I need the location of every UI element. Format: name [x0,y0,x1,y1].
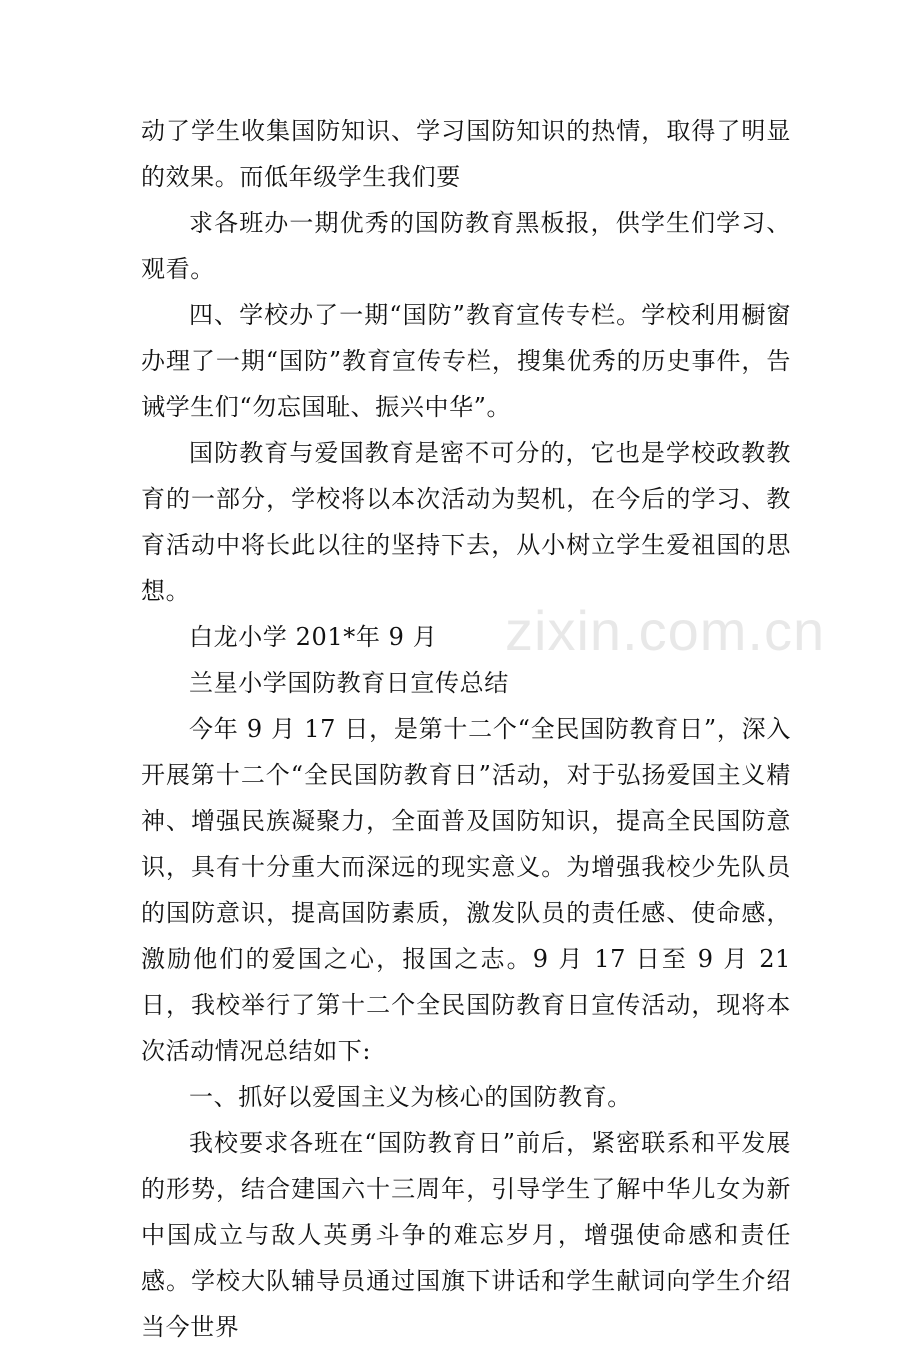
signature-line: 白龙小学 201*年 9 月 [189,623,438,651]
paragraph-5: 今年 9 月 17 日，是第十二个“全民国防教育日”，深入开展第十二个“全民国防教育日”活动，对于弘扬爱国主义精神、增强民族凝聚力，全面普及国防知识，提高全民国防意识，具有十分重大而深远的现实意义。为增强我校少先队员的国防意识，提高国防素质，激发队员的责任感、使命感，激励他们的爱国之心，报国之志。9 月 17 日至 9 月 21 日，我校举行了第十二个全民国防教育日宣传活动，现将本次活动情况总结如下: [141,715,791,1065]
paragraph-4: 国防教育与爱国教育是密不可分的，它也是学校政教教育的一部分，学校将以本次活动为契机，在今后的学习、教育活动中将长此以往的坚持下去，从小树立学生爱祖国的思想。 [141,439,791,605]
paragraph-3: 四、学校办了一期“国防”教育宣传专栏。学校利用橱窗办理了一期“国防”教育宣传专栏，搜集优秀的历史事件，告诫学生们“勿忘国耻、振兴中华”。 [141,301,791,421]
watermark: zixin.com.cn [505,599,826,662]
paragraph-1: 动了学生收集国防知识、学习国防知识的热情，取得了明显的效果。而低年级学生我们要 [141,117,791,191]
paragraph-2: 求各班办一期优秀的国防教育黑板报，供学生们学习、观看。 [141,209,791,283]
paragraph-6: 我校要求各班在“国防教育日”前后，紧密联系和平发展的形势，结合建国六十三周年，引导学生了解中华儿女为新中国成立与敌人英勇斗争的难忘岁月，增强使命感和责任感。学校大队辅导员通过国旗下讲话和学生献词向学生介绍当今世界 [141,1129,791,1341]
subheading-1: 一、抓好以爱国主义为核心的国防教育。 [189,1083,632,1111]
section-title: 兰星小学国防教育日宣传总结 [189,669,509,697]
document-body [141,108,791,1350]
